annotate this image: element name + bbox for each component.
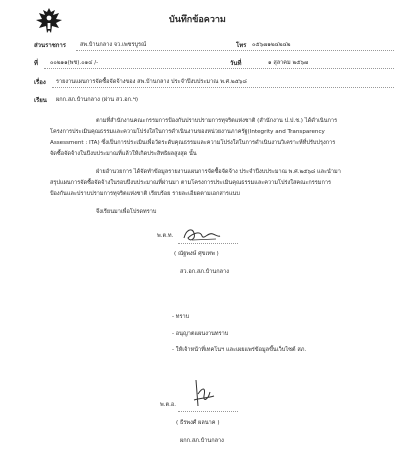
to-label: เรียน <box>34 97 47 104</box>
subject-value: รายงานแผนการจัดซื้อจัดจ้างของ สพ.บ้านกลาง ประจำปีงบประมาณ พ.ศ.๒๕๖๘ <box>56 79 247 85</box>
p1-line-4: จัดซื้อจัดจ้างในปีงบประมาณที่แล้วให้เกิดประสิทธิผลสูงสุด นั้น <box>50 151 197 157</box>
no-underline <box>44 68 394 69</box>
signer1-position: สว.อก.สภ.บ้านกลาง <box>180 269 229 275</box>
date-value: ๑ สุลาคม ๒๕๖๗ <box>268 60 309 66</box>
signer2-position: ผกก.สภ.บ้านกลาง <box>180 438 224 444</box>
signature1-scribble <box>180 224 222 250</box>
closing-text: จึงเรียนมาเพื่อโปรดทราบ <box>96 209 157 215</box>
dept-underline <box>76 50 394 51</box>
to-value: ผกก.สภ.บ้านกลาง (ผ่าน สว.อก.ฯ) <box>56 97 139 103</box>
dept-value: สพ.บ้านกลาง จว.เพชรบูรณ์ <box>80 42 147 48</box>
order-item: - ให้เจ้าหน้าที่เทคโนฯ และเผยแพร่ข้อมูลขึ้นเว็บไซต์ สภ. <box>172 347 307 353</box>
p2-line-3: ป้องกันและปราบปรามการทุจริตแห่งชาติ เรียบร้อย รายละเอียดตามเอกสารแนบ <box>50 191 240 197</box>
p2-line-2: สรุปแผนการจัดซื้อจัดจ้างในรอบปีงบประมาณที่ผ่านมา ตามโครงการประเมินคุณธรรมและความโปร่งใสคณะกรรมการ <box>50 180 331 186</box>
sign1-line <box>178 243 238 244</box>
signer1-name: ( ณัฐพงษ์ ศุขเทพ ) <box>174 251 219 257</box>
signer2-name: ( ธีรพงศ์ ผลนาค ) <box>176 420 220 426</box>
phone-value: ๐๕๖๗๑๒๔๒๔๒ <box>252 42 291 48</box>
p1-line-3: Assessment : ITA) ซึ่งเป็นการประเมินเพื่อวัดระดับคุณธรรมและความโปร่งใสในการดำเนินงานวิเคราะห์ที่ปรับปรุงการ <box>50 140 336 146</box>
signature2-scribble <box>190 376 218 414</box>
memo-title: บันทึกข้อความ <box>169 15 226 25</box>
garuda-seal-icon <box>34 6 64 36</box>
no-label: ที่ <box>34 60 38 67</box>
subject-underline <box>52 87 394 88</box>
dept-label: ส่วนราชการ <box>34 42 67 49</box>
no-value: ๐๐๒๑๑(พช).๐๑๔ /- <box>50 60 99 66</box>
order-item: - ทราบ <box>172 314 190 320</box>
p1-line-1: ตามที่สำนักงานคณะกรรมการป้องกันปราบปรามการทุจริตแห่งชาติ (สำนักงาน ป.ป.ช.) ได้ดำเนินการ <box>96 118 338 124</box>
date-label: วันที่ <box>230 60 242 67</box>
sign2-line <box>178 411 238 412</box>
subject-label: เรื่อง <box>34 79 46 86</box>
p2-line-1: ฝ่ายอำนวยการ ได้จัดทำข้อมูลรายงานแผนการจัดซื้อจัดจ้าง ประจำปีงบประมาณ พ.ศ.๒๕๖๘ และนำมา <box>96 169 341 175</box>
p1-line-2: โครงการประเมินคุณธรรมและความโปร่งใสในการดำเนินงานของหน่วยงานภาครัฐ(Integrity and Transparency <box>50 129 325 135</box>
signer2-rank: พ.ต.อ. <box>160 402 177 408</box>
phone-label: โทร <box>236 42 247 49</box>
signer1-rank: พ.ต.ท. <box>157 233 174 239</box>
order-item: - อนุญาตแผนงานทราบ <box>172 331 229 337</box>
